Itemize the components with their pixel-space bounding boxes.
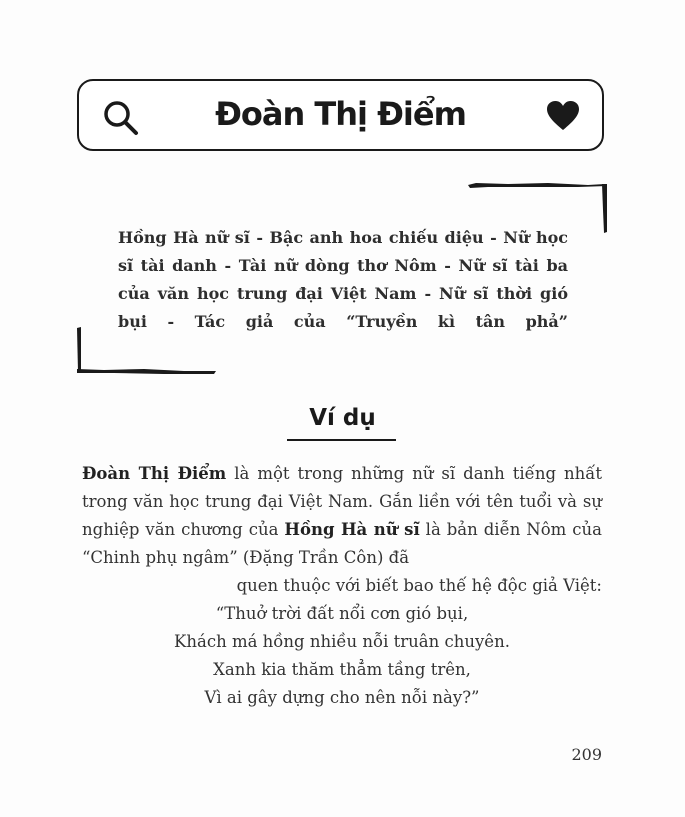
heading-underline <box>287 439 396 441</box>
paragraph-part-2: là bản diễn Nôm của “Chinh phụ ngâm” (Đặng Trần Côn) đã <box>82 520 602 567</box>
title-search-bar <box>77 79 604 151</box>
example-paragraph <box>82 460 602 600</box>
poem-line: Khách má hồng nhiều nỗi truân chuyên. <box>174 632 510 651</box>
poem-quote <box>82 600 602 712</box>
paragraph-part-1: là một trong những nữ sĩ danh tiếng nhất trong văn học trung đại Việt Nam. Gắn liền với tên tuổi và sự nghiệp văn chương của <box>82 464 602 539</box>
poem-line: Xanh kia thăm thẳm tầng trên, <box>213 660 471 679</box>
page-number: 209 <box>571 745 602 764</box>
author-name: Đoàn Thị Điểm <box>82 464 227 483</box>
paragraph-last-line: quen thuộc với biết bao thế hệ độc giả Việt: <box>236 576 602 595</box>
poem-line: Vì ai gây dựng cho nên nỗi này?” <box>204 688 480 707</box>
poem-line: “Thuở trời đất nổi cơn gió bụi, <box>215 604 469 623</box>
section-heading: Ví dụ <box>309 405 376 431</box>
epithets-text: Hồng Hà nữ sĩ - Bậc anh hoa chiếu diệu - Nữ học sĩ tài danh - Tài nữ dòng thơ Nôm - Nữ sĩ tài ba của văn học trung đại Việt Nam - Nữ sĩ thời gió bụi - Tác giả của “Truyền kì tân phả” <box>118 228 568 331</box>
page-title: Đoàn Thị Điểm <box>215 95 466 133</box>
author-epithet: Hồng Hà nữ sĩ <box>284 520 420 539</box>
heart-icon <box>546 100 580 132</box>
